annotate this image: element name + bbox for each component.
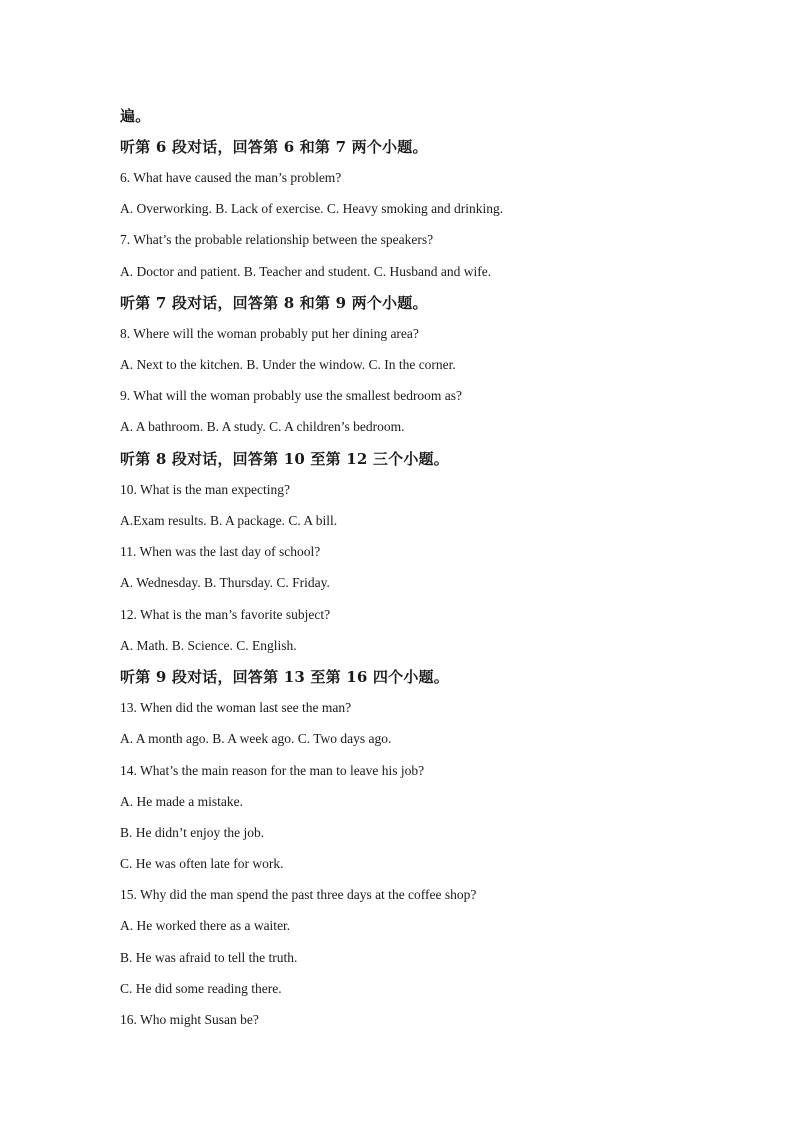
question-11: 11. When was the last day of school? <box>120 544 321 560</box>
question-15: 15. Why did the man spend the past three days at the coffee shop? <box>120 887 477 903</box>
options-question-6: A. Overworking. B. Lack of exercise. C. Heavy smoking and drinking. <box>120 201 504 217</box>
question-10: 10. What is the man expecting? <box>120 481 290 497</box>
section-heading-dialogue-6: 听第 6 段对话，回答第 6 和第 7 两个小题。 <box>120 138 428 157</box>
question-8: 8. Where will the woman probably put her dining area? <box>120 325 419 341</box>
options-question-10: A.Exam results. B. A package. C. A bill. <box>120 513 338 529</box>
option-14-a: A. He made a mistake. <box>120 793 243 809</box>
options-question-7: A. Doctor and patient. B. Teacher and student. C. Husband and wife. <box>120 263 492 279</box>
question-14: 14. What’s the main reason for the man to leave his job? <box>120 762 425 778</box>
section-heading-dialogue-8: 听第 8 段对话，回答第 10 至第 12 三个小题。 <box>120 450 449 469</box>
options-question-13: A. A month ago. B. A week ago. C. Two days ago. <box>120 731 392 747</box>
options-question-8: A. Next to the kitchen. B. Under the window. C. In the corner. <box>120 357 456 373</box>
section-heading-dialogue-7: 听第 7 段对话，回答第 8 和第 9 两个小题。 <box>120 294 428 313</box>
question-9: 9. What will the woman probably use the smallest bedroom as? <box>120 388 463 404</box>
continuation-text: 遍。 <box>120 107 151 126</box>
options-question-12: A. Math. B. Science. C. English. <box>120 637 297 653</box>
options-question-11: A. Wednesday. B. Thursday. C. Friday. <box>120 575 330 591</box>
question-16: 16. Who might Susan be? <box>120 1012 259 1028</box>
document-page <box>120 100 740 1036</box>
options-question-9: A. A bathroom. B. A study. C. A children’s bedroom. <box>120 419 405 435</box>
option-15-a: A. He worked there as a waiter. <box>120 918 291 934</box>
option-15-c: C. He did some reading there. <box>120 980 282 996</box>
section-heading-dialogue-9: 听第 9 段对话，回答第 13 至第 16 四个小题。 <box>120 668 449 687</box>
question-7: 7. What’s the probable relationship between the speakers? <box>120 232 434 248</box>
option-14-b: B. He didn’t enjoy the job. <box>120 824 265 840</box>
question-12: 12. What is the man’s favorite subject? <box>120 606 331 622</box>
option-14-c: C. He was often late for work. <box>120 856 284 872</box>
question-6: 6. What have caused the man’s problem? <box>120 169 342 185</box>
question-13: 13. When did the woman last see the man? <box>120 700 352 716</box>
option-15-b: B. He was afraid to tell the truth. <box>120 949 298 965</box>
